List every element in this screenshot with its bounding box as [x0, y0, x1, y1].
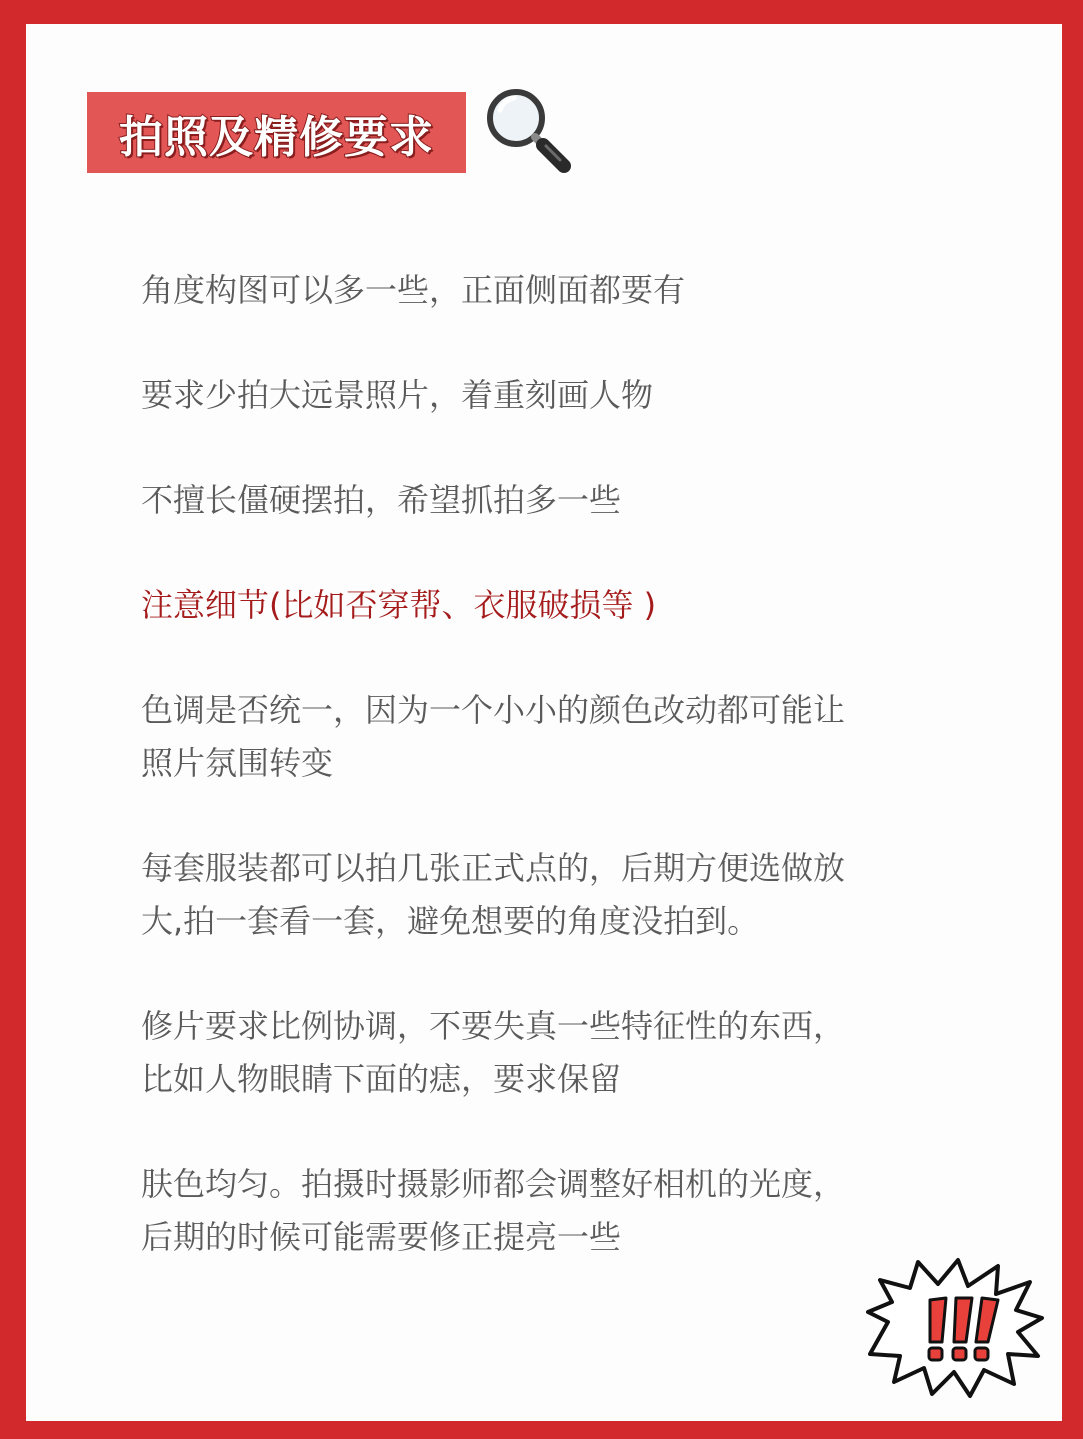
requirement-item: 肤色均匀。拍摄时摄影师都会调整好相机的光度， 后期的时候可能需要修正提亮一些 — [141, 1165, 846, 1256]
requirement-item: 每套服装都可以拍几张正式点的，后期方便选做放 大,拍一套看一套，避免想要的角度没拍到。 — [141, 849, 846, 940]
requirement-item: 色调是否统一，因为一个小小的颜色改动都可能让 照片氛围转变 — [141, 691, 846, 782]
requirement-item: 修片要求比例协调，不要失真一些特征性的东西， 比如人物眼睛下面的痣，要求保留 — [141, 1007, 846, 1098]
requirement-item: 角度构图可以多一些，正面侧面都要有 — [141, 271, 686, 309]
page-title: 拍照及精修要求 — [119, 111, 434, 163]
magnifying-glass-icon — [480, 84, 576, 180]
requirement-item: 要求少拍大远景照片，着重刻画人物 — [141, 376, 654, 414]
requirement-item-highlight: 注意细节(比如否穿帮、衣服破损等 ) — [141, 586, 657, 624]
content-card — [26, 24, 1062, 1421]
exclamation-burst-icon — [858, 1252, 1048, 1402]
requirements-list — [141, 264, 961, 1316]
title-banner — [87, 92, 466, 173]
requirement-item: 不擅长僵硬摆拍，希望抓拍多一些 — [141, 481, 622, 519]
